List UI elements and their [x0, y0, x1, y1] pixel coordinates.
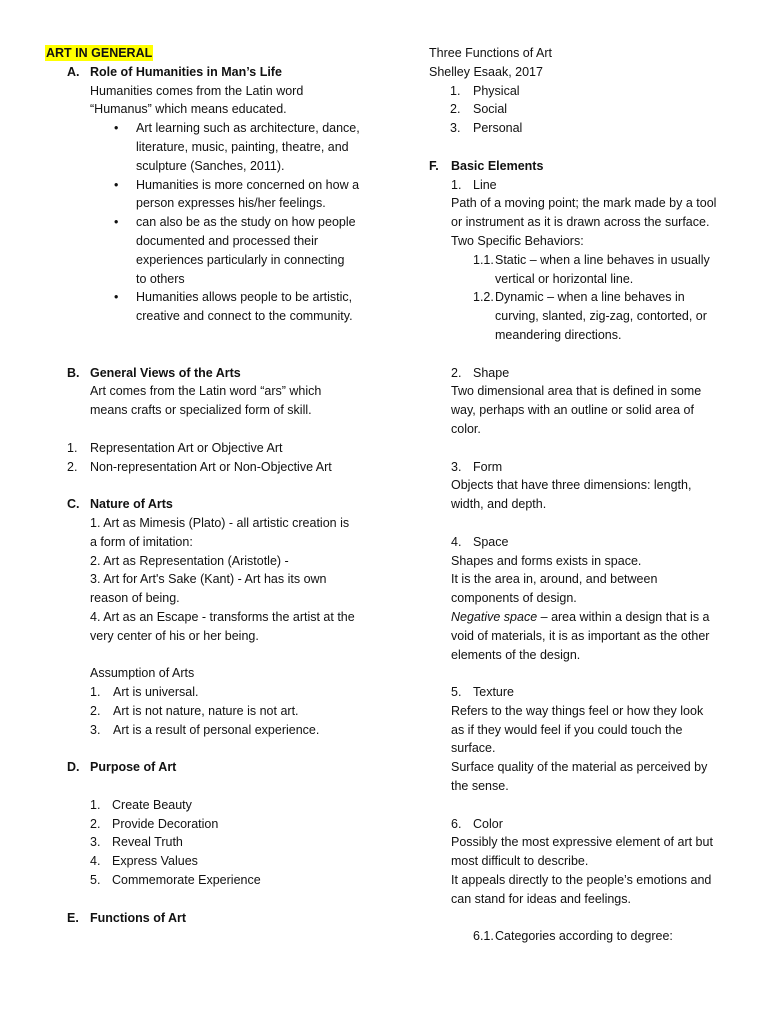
element-text: Two Specific Behaviors: [451, 233, 584, 248]
element-text: surface. [451, 741, 496, 756]
list-item: 1. Art is universal. [90, 685, 199, 700]
element-space-title: 4. Space [451, 534, 509, 549]
list-item: 1. Create Beauty [90, 797, 192, 812]
bullet-item: • Humanities allows people to be artistic, creative and connect to the community. [114, 290, 353, 324]
nature-line: very center of his or her being. [90, 628, 259, 643]
section-f-heading: F. Basic Elements [429, 158, 544, 173]
list-item: 2. Social [450, 102, 508, 117]
bullet-item: • Art learning such as architecture, dance, literature, music, painting, theatre, and sculpture (Sanches, 2011). [114, 121, 360, 173]
element-text: Two dimensional area that is defined in some [451, 384, 702, 399]
left-column [45, 44, 375, 927]
assumption-title: Assumption of Arts [90, 666, 195, 681]
element-texture-title: 5. Texture [451, 685, 514, 700]
list-item: 1. Physical [450, 83, 520, 98]
element-line-title: 1. Line [451, 177, 497, 192]
list-item: 2. Non-representation Art or Non-Objective Art [67, 459, 332, 474]
nature-line: 1. Art as Mimesis (Plato) - all artistic creation is [90, 515, 350, 530]
sub-item: 1.1. Static – when a line behaves in usually vertical or horizontal line. [473, 252, 710, 286]
element-text: Objects that have three dimensions: length, [451, 478, 692, 493]
element-text: can stand for ideas and feelings. [451, 891, 631, 906]
element-text: components of design. [451, 591, 577, 606]
list-item: 2. Provide Decoration [90, 816, 219, 831]
list-item: 4. Express Values [90, 854, 198, 869]
negative-space-term: Negative space [451, 609, 538, 624]
sub-item: 1.2. Dynamic – when a line behaves in curving, slanted, zig-zag, contorted, or meandering directions. [473, 290, 707, 342]
element-text: Refers to the way things feel or how they look [451, 703, 704, 718]
element-color-title: 6. Color [451, 816, 503, 831]
sub-item: 6.1. Categories according to degree: [473, 929, 673, 944]
element-text: Negative space – area within a design that is a [451, 609, 710, 624]
list-item: 2. Art is not nature, nature is not art. [90, 703, 299, 718]
element-text: void of materials, it is as important as the other [451, 628, 710, 643]
section-b-text-2: means crafts or specialized form of skill. [90, 403, 312, 418]
element-text: elements of the design. [451, 647, 581, 662]
nature-line: a form of imitation: [90, 534, 193, 549]
section-b-text-1: Art comes from the Latin word “ars” which [90, 384, 322, 399]
functions-title: Three Functions of Art [429, 46, 552, 60]
element-text: Surface quality of the material as perceived by [451, 760, 708, 775]
element-text: It appeals directly to the people’s emotions and [451, 873, 712, 888]
nature-line: reason of being. [90, 591, 180, 606]
list-item: 3. Reveal Truth [90, 835, 183, 850]
element-text: as if they would feel if you could touch the [451, 722, 683, 737]
list-item: 1. Representation Art or Objective Art [67, 440, 283, 455]
list-item: 5. Commemorate Experience [90, 873, 261, 888]
functions-source: Shelley Esaak, 2017 [429, 64, 543, 79]
right-column [429, 44, 729, 946]
element-text: width, and depth. [451, 497, 547, 512]
nature-line: 3. Art for Art's Sake (Kant) - Art has its own [90, 572, 327, 587]
element-shape-title: 2. Shape [451, 365, 510, 380]
section-a-text-1: Humanities comes from the Latin word [90, 83, 304, 98]
section-b-heading: B. General Views of the Arts [67, 365, 241, 380]
element-text: most difficult to describe. [451, 854, 589, 869]
element-text: Possibly the most expressive element of art but [451, 835, 713, 850]
element-text: way, perhaps with an outline or solid area of [451, 403, 694, 418]
document-title: ART IN GENERAL [46, 46, 153, 60]
bullet-item: • Humanities is more concerned on how a person expresses his/her feelings. [114, 177, 360, 211]
element-text: Path of a moving point; the mark made by a tool [451, 196, 717, 211]
bullet-item: • can also be as the study on how people documented and processed their experiences particularly in connecting to others [114, 215, 356, 286]
section-a-heading: A. Role of Humanities in Man’s Life [67, 64, 282, 79]
section-c-heading: C. Nature of Arts [67, 497, 173, 512]
section-e-heading: E. Functions of Art [67, 910, 187, 925]
list-item: 3. Art is a result of personal experience. [90, 722, 320, 737]
element-text: the sense. [451, 779, 509, 794]
element-text: It is the area in, around, and between [451, 572, 658, 587]
section-a-text-2: “Humanus” which means educated. [90, 102, 287, 117]
element-text: or instrument as it is drawn across the surface. [451, 215, 710, 230]
list-item: 3. Personal [450, 121, 523, 136]
element-text: Shapes and forms exists in space. [451, 553, 642, 568]
element-text: color. [451, 421, 481, 436]
nature-line: 4. Art as an Escape - transforms the artist at the [90, 609, 355, 624]
nature-line: 2. Art as Representation (Aristotle) - [90, 553, 289, 568]
section-d-heading: D. Purpose of Art [67, 760, 177, 775]
element-form-title: 3. Form [451, 459, 503, 474]
